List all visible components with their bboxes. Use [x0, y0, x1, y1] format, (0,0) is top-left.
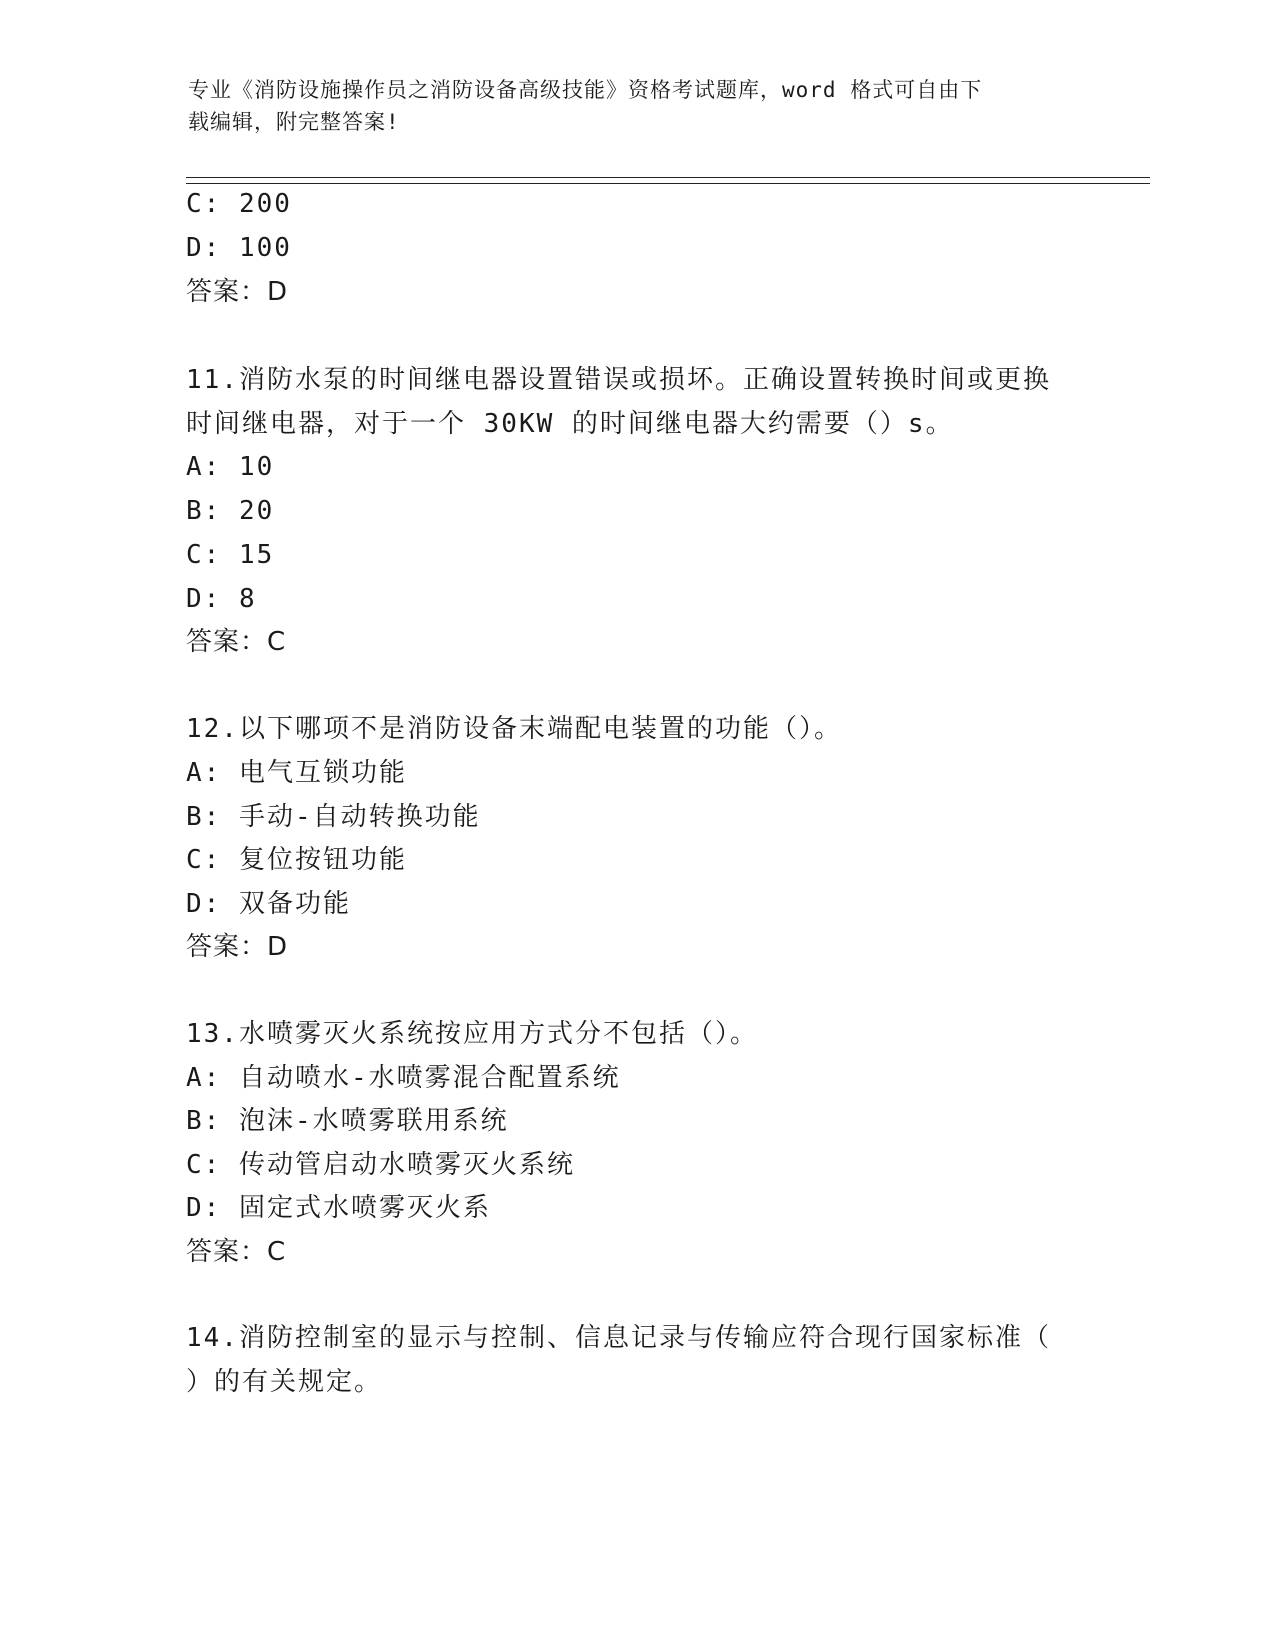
question-11-option-d: D: 8 — [186, 584, 257, 614]
question-12-option-a: A: 电气互锁功能 — [186, 758, 407, 788]
question-13-stem-line-1: 13.水喷雾灭火系统按应用方式分不包括（）。 — [186, 1019, 758, 1049]
question-11-option-c: C: 15 — [186, 540, 275, 570]
question-13-option-c: C: 传动管启动水喷雾灭火系统 — [186, 1150, 575, 1180]
question-13-option-a: A: 自动喷水-水喷雾混合配置系统 — [186, 1063, 621, 1093]
document-header — [188, 74, 1068, 138]
question-12-option-c: C: 复位按钮功能 — [186, 845, 407, 875]
question-14-stem-line-2: ）的有关规定。 — [186, 1367, 383, 1397]
prev-option-c: C: 200 — [186, 189, 292, 219]
header-line-2: 载编辑，附完整答案! — [188, 110, 400, 134]
header-divider-top — [186, 177, 1150, 178]
question-12-answer: 答案：D — [186, 932, 289, 962]
question-12-option-b: B: 手动-自动转换功能 — [186, 802, 481, 832]
question-11-stem-line-2: 时间继电器，对于一个 30KW 的时间继电器大约需要（）s。 — [186, 409, 954, 439]
header-line-1: 专业《消防设施操作员之消防设备高级技能》资格考试题库，word 格式可自由下 — [188, 78, 983, 102]
question-13-option-d: D: 固定式水喷雾灭火系 — [186, 1193, 491, 1223]
question-12-option-d: D: 双备功能 — [186, 889, 351, 919]
header-divider-bottom — [186, 183, 1150, 184]
prev-answer: 答案：D — [186, 277, 289, 307]
question-11-option-b: B: 20 — [186, 496, 275, 526]
question-11-option-a: A: 10 — [186, 452, 275, 482]
question-11-answer: 答案：C — [186, 627, 287, 657]
question-13-option-b: B: 泡沫-水喷雾联用系统 — [186, 1106, 509, 1136]
question-14-stem-line-1: 14.消防控制室的显示与控制、信息记录与传输应符合现行国家标准（ — [186, 1323, 1051, 1353]
question-11-stem-line-1: 11.消防水泵的时间继电器设置错误或损坏。正确设置转换时间或更换 — [186, 365, 1051, 395]
question-13-answer: 答案：C — [186, 1237, 287, 1267]
prev-option-d: D: 100 — [186, 233, 292, 263]
question-12-stem-line-1: 12.以下哪项不是消防设备末端配电装置的功能（）。 — [186, 714, 842, 744]
